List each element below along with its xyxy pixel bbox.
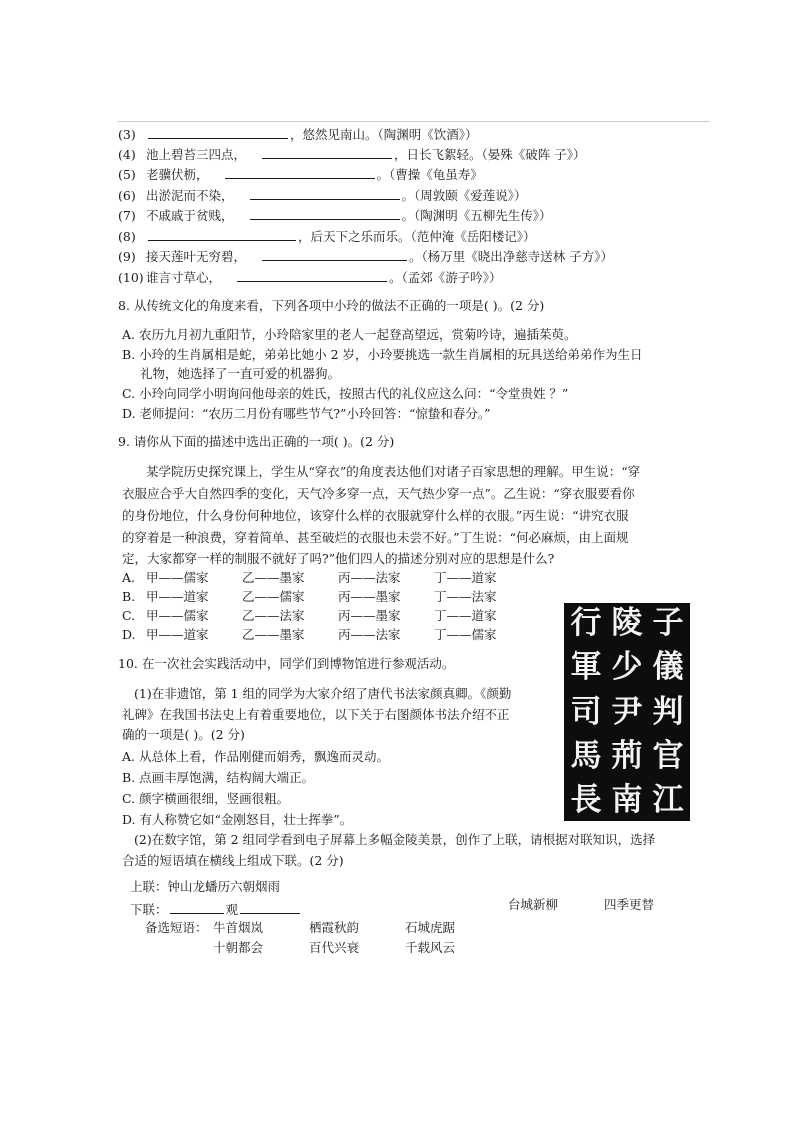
calligraphy-column — [649, 606, 687, 818]
calligraphy-glyph: 尹 — [611, 693, 643, 730]
poem-number: (5) — [118, 167, 136, 182]
q9-option-b — [122, 589, 497, 605]
couplet-upper: 上联：钟山龙蟠历六朝烟雨 — [130, 879, 281, 894]
poem-number: (4) — [118, 147, 136, 162]
phrase-option: 十朝都会 — [213, 940, 264, 955]
q10-option-a: A. 从总体上看，作品刚健而娟秀，飘逸而灵动。 — [122, 749, 389, 764]
extra-phrase: 台城新柳 — [508, 897, 559, 912]
q9-option-d — [122, 627, 497, 643]
answer-blank[interactable] — [148, 126, 288, 139]
q10-stem: 10. 在一次社会实践活动中，同学们到博物馆进行参观活动。 — [118, 656, 455, 671]
option-yi: 乙——儒家 — [242, 589, 305, 604]
poem-prefix: 谁言寸草心， — [146, 270, 222, 285]
calligraphy-glyph: 長 — [570, 782, 602, 818]
calligraphy-glyph: 行 — [570, 605, 602, 641]
couplet-lower-label: 下联： — [130, 902, 168, 917]
q9-passage-line: 的身份地位，什么身份何种地位，该穿什么样的衣服就穿什么样的衣服。”丙生说：“讲究衣服 — [122, 508, 629, 523]
q9-option-a — [122, 570, 497, 586]
option-ding: 丁——儒家 — [434, 627, 497, 642]
phrase-row-2 — [213, 940, 501, 956]
poem-line — [118, 228, 536, 245]
poem-line — [118, 126, 478, 143]
q9-passage-line: 的穿着是一种浪费，穿着简单、甚至破烂的衣服也未尝不好。”丁生说：“何必麻烦，由上面规 — [122, 530, 629, 545]
couplet-lower-mid: 观 — [225, 902, 239, 917]
q10-part2-line: (2)在数字馆，第 2 组同学看到电子屏幕上多幅金陵美景，创作了上联，请根据对联知识，选择 — [134, 832, 656, 847]
poem-number: (10) — [118, 270, 144, 285]
phrase-row-1 — [213, 920, 501, 936]
calligraphy-glyph: 荊 — [611, 737, 643, 774]
poem-suffix: 。（杨万里《晓出净慈寺送林 子方》） — [409, 249, 613, 264]
poem-number: (9) — [118, 249, 136, 264]
poem-line — [118, 207, 552, 224]
poem-suffix: ，悠然见南山。（陶渊明《饮酒》） — [290, 127, 478, 142]
poem-number: (3) — [118, 127, 136, 142]
q10-part1-line: 确的一项是( )。(2 分) — [122, 727, 245, 742]
q9-passage-line: 定，大家都穿一样的制服不就好了吗?”他们四人的描述分别对应的思想是什么? — [122, 551, 555, 566]
calligraphy-glyph: 少 — [611, 649, 643, 686]
couplet-lower — [130, 901, 302, 918]
option-ding: 丁——道家 — [434, 570, 497, 585]
calligraphy-glyph: 司 — [570, 693, 602, 730]
option-bing: 丙——法家 — [338, 627, 401, 642]
poem-line — [118, 166, 483, 183]
phrase-option: 百代兴衰 — [309, 940, 360, 955]
phrase-option: 栖霞秋韵 — [309, 920, 360, 935]
poem-prefix: 不戚戚于贫贱， — [146, 208, 234, 223]
calligraphy-column — [567, 606, 605, 818]
couplet-blank-1[interactable] — [170, 901, 224, 914]
calligraphy-glyph: 馬 — [570, 737, 602, 774]
calligraphy-glyph: 判 — [652, 693, 684, 730]
option-yi: 乙——法家 — [242, 608, 305, 623]
option-bing: 丙——墨家 — [338, 608, 401, 623]
poem-suffix: ，后天下之乐而乐。（范仲淹《岳阳楼记》） — [298, 229, 536, 244]
q9-passage-line: 衣服应合乎大自然四季的变化，天气冷多穿一点，天气热少穿一点”。乙生说：“穿衣服要看你 — [122, 486, 635, 501]
phrase-option: 石城虎踞 — [405, 920, 456, 935]
option-letter: C. — [122, 608, 136, 623]
q8-option-b: B. 小玲的生肖属相是蛇，弟弟比她小 2 岁，小玲要挑选一款生肖属相的玩具送给弟弟作为生日 — [122, 347, 643, 362]
q10-part1-line: 礼碑》在我国书法史上有着重要地位，以下关于右图颜体书法介绍不正 — [122, 707, 510, 722]
poem-suffix: 。（陶渊明《五柳先生传》） — [401, 208, 552, 223]
poem-number: (8) — [118, 229, 136, 244]
calligraphy-column — [608, 606, 646, 818]
q9-option-c — [122, 608, 497, 624]
top-divider — [118, 121, 710, 122]
calligraphy-glyph: 江 — [652, 782, 684, 818]
phrase-option: 千载风云 — [405, 940, 456, 955]
calligraphy-glyph: 軍 — [570, 649, 602, 686]
option-yi: 乙——墨家 — [242, 627, 305, 642]
answer-blank[interactable] — [148, 228, 296, 241]
calligraphy-glyph: 南 — [611, 782, 643, 818]
poem-number: (6) — [118, 188, 136, 203]
q10-part1-line: (1)在非遗馆，第 1 组的同学为大家介绍了唐代书法家颜真卿。《颜勤 — [134, 686, 512, 701]
answer-blank[interactable] — [250, 187, 400, 200]
q10-option-d: D. 有人称赞它如“金刚怒目，壮士挥拳”。 — [122, 812, 353, 827]
option-letter: A. — [122, 570, 136, 585]
option-yi: 乙——墨家 — [242, 570, 305, 585]
poem-prefix: 接天莲叶无穷碧， — [146, 249, 247, 264]
answer-blank[interactable] — [225, 166, 375, 179]
option-bing: 丙——墨家 — [338, 589, 401, 604]
answer-blank[interactable] — [262, 248, 407, 261]
option-ding: 丁——法家 — [434, 589, 497, 604]
couplet-blank-2[interactable] — [240, 901, 300, 914]
phrase-option: 牛首烟岚 — [213, 920, 264, 935]
poem-prefix: 池上碧苔三四点， — [146, 147, 247, 162]
option-jia: 甲——儒家 — [146, 608, 209, 623]
q10-option-c: C. 颜字横画很细，竖画很粗。 — [122, 791, 290, 806]
poem-line — [118, 269, 502, 286]
option-jia: 甲——儒家 — [146, 570, 209, 585]
option-jia: 甲——道家 — [146, 627, 209, 642]
option-letter: B. — [122, 589, 136, 604]
phrase-label: 备选短语： — [145, 920, 208, 935]
option-ding: 丁——道家 — [434, 608, 497, 623]
q9-stem: 9. 请你从下面的描述中选出正确的一项( )。(2 分) — [118, 434, 395, 449]
poem-prefix: 出淤泥而不染， — [146, 188, 234, 203]
option-bing: 丙——法家 — [338, 570, 401, 585]
q10-option-b: B. 点画丰厚饱满，结构阔大端正。 — [122, 770, 315, 785]
answer-blank[interactable] — [262, 146, 392, 159]
calligraphy-glyph: 陵 — [611, 605, 643, 641]
poem-suffix: 。（孟郊《游子吟》） — [389, 270, 502, 285]
q10-part2-line: 合适的短语填在横线上组成下联。(2 分) — [122, 853, 344, 868]
q8-option-b-cont: 礼物，她选择了一直可爱的机器狗。 — [140, 366, 341, 381]
q9-passage-line: 某学院历史探究课上，学生从“穿衣”的角度表达他们对诸子百家思想的理解。甲生说：“穿 — [146, 464, 641, 479]
poem-suffix: 。（周敦颐《爱莲说》） — [401, 188, 527, 203]
poem-line — [118, 146, 586, 163]
extra-phrase: 四季更替 — [604, 897, 655, 912]
calligraphy-glyph: 儀 — [652, 649, 684, 686]
option-jia: 甲——道家 — [146, 589, 209, 604]
q8-option-c: C. 小玲向同学小明询问他母亲的姓氏，按照古代的礼仪应这么问：“令堂贵姓 ？” — [122, 386, 569, 401]
q8-option-d: D. 老师提问：“农历二月份有哪些节气?”小玲回答：“惊蛰和春分。” — [122, 406, 491, 421]
poem-number: (7) — [118, 208, 136, 223]
answer-blank[interactable] — [237, 269, 387, 282]
answer-blank[interactable] — [250, 207, 400, 220]
option-letter: D. — [122, 627, 136, 642]
poem-line — [118, 187, 527, 204]
calligraphy-rubbing — [564, 603, 690, 821]
poem-prefix: 老骥伏枥， — [146, 167, 209, 182]
calligraphy-glyph: 官 — [652, 737, 684, 774]
q8-stem: 8. 从传统文化的角度来看，下列各项中小玲的做法不正确的一项是( )。(2 分) — [118, 298, 545, 313]
poem-line — [118, 248, 613, 265]
poem-suffix: 。（曹操《龟虽寿》 — [376, 167, 483, 182]
q8-option-a: A. 农历九月初九重阳节，小玲陪家里的老人一起登高望远，赏菊吟诗，遍插茱萸。 — [122, 327, 577, 342]
poem-suffix: ，日长飞絮轻。（晏殊《破阵 子》） — [394, 147, 586, 162]
calligraphy-glyph: 子 — [652, 605, 684, 641]
